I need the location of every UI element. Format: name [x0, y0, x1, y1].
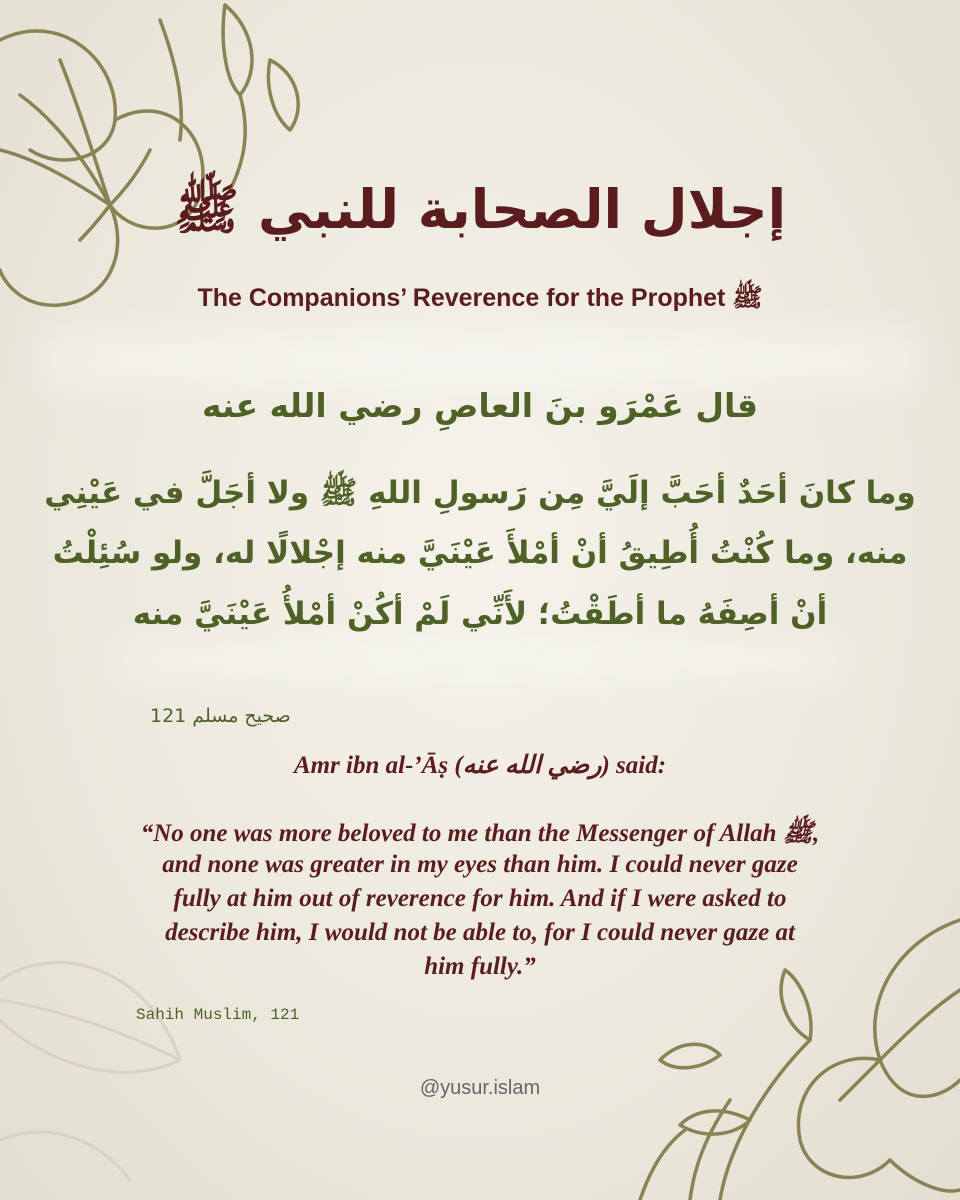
social-handle: @yusur.islam	[419, 1077, 541, 1099]
light-band	[120, 640, 840, 680]
arabic-narrator: قال عَمْرَو بنَ العاصِ رضي الله عنه	[202, 386, 758, 425]
floral-top-left-icon	[0, 0, 330, 330]
english-source: Sahih Muslim, 121	[136, 1006, 300, 1024]
english-hadith-line: him fully.”	[424, 953, 536, 980]
english-hadith-line: describe him, I would not be able to, for I could never gaze at	[165, 919, 795, 946]
arabic-source: صحيح مسلم 121	[150, 705, 291, 727]
english-title: The Companions’ Reverence for the Prophet ﷺ	[197, 284, 763, 312]
english-hadith-line: “No one was more beloved to me than the Messenger of Allah ﷺ,	[140, 820, 820, 847]
arabic-hadith-line: وما كانَ أحَدٌ أحَبَّ إلَيَّ مِن رَسولِ اللهِ ﷺ ولا أجَلَّ في عَيْنِي	[44, 475, 916, 511]
arabic-hadith-line: منه، وما كُنْتُ أُطِيقُ أنْ أمْلأَ عَيْنَيَّ منه إجْلالًا له، ولو سُئِلْتُ	[52, 535, 908, 571]
english-hadith-line: fully at him out of reverence for him. And if I were asked to	[173, 885, 787, 912]
arabic-title: إجلال الصحابة للنبي ﷺ	[173, 178, 787, 241]
light-band	[40, 330, 920, 390]
english-hadith-line: and none was greater in my eyes than him. I could never gaze	[162, 851, 798, 878]
english-narrator: Amr ibn al-’Āṣ (رضي الله عنه) said:	[293, 752, 667, 779]
arabic-hadith-line: أنْ أصِفَهُ ما أطَقْتُ؛ لأَنِّي لَمْ أكُنْ أمْلأُ عَيْنَيَّ منه	[132, 596, 828, 632]
